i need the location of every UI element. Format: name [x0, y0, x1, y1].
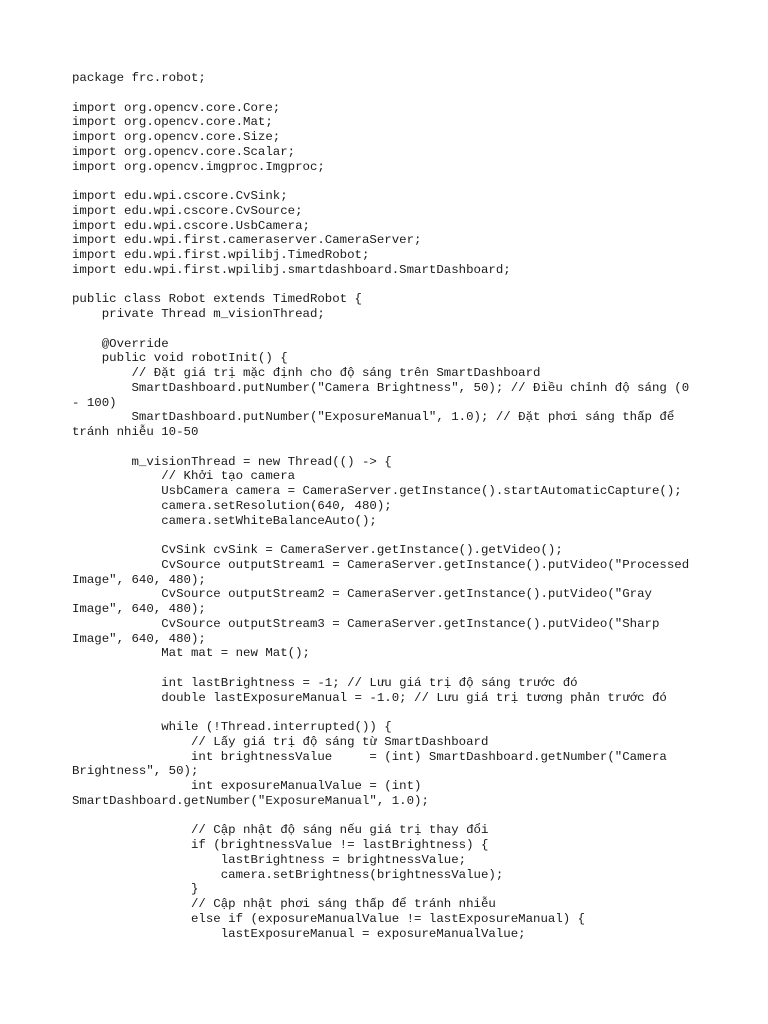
- code-line: UsbCamera camera = CameraServer.getInstance().startAutomaticCapture();: [72, 484, 682, 498]
- code-line: import edu.wpi.first.wpilibj.smartdashboard.SmartDashboard;: [72, 262, 511, 277]
- code-listing: [72, 71, 712, 941]
- code-line: double lastExposureManual = -1.0; // Lưu giá trị tương phản trước đó: [72, 690, 667, 705]
- code-line: import org.opencv.core.Scalar;: [72, 144, 296, 159]
- code-line: [72, 528, 712, 543]
- code-line: [72, 278, 712, 293]
- code-line: camera.setResolution(640, 480);: [72, 498, 392, 513]
- code-line: camera.setWhiteBalanceAuto();: [72, 513, 377, 528]
- code-line: [72, 661, 712, 676]
- code-line: CvSource outputStream2 = CameraServer.getInstance().putVideo("Gray: [72, 587, 652, 602]
- code-line: lastBrightness = brightnessValue;: [72, 852, 467, 867]
- code-line: [72, 809, 712, 824]
- code-line: public class Robot extends TimedRobot {: [72, 292, 362, 307]
- code-line: CvSource outputStream1 = CameraServer.getInstance().putVideo("Processed: [72, 557, 690, 572]
- code-line: m_visionThread = new Thread(() -> {: [72, 454, 392, 469]
- code-line: SmartDashboard.putNumber("Camera Brightness", 50); // Điều chỉnh độ sáng (0: [72, 380, 690, 395]
- code-line: // Khởi tạo camera: [72, 469, 296, 484]
- code-line: public void robotInit() {: [72, 351, 288, 366]
- code-line: import edu.wpi.first.cameraserver.CameraServer;: [72, 233, 422, 248]
- code-line: // Cập nhật phơi sáng thấp để tránh nhiễu: [72, 897, 496, 911]
- code-line: // Cập nhật độ sáng nếu giá trị thay đổi: [72, 823, 489, 838]
- code-line: - 100): [72, 395, 117, 410]
- code-line: private Thread m_visionThread;: [72, 307, 325, 321]
- code-line: else if (exposureManualValue != lastExposureManual) {: [72, 911, 586, 926]
- code-line: [72, 705, 712, 720]
- code-line: @Override: [72, 336, 169, 351]
- code-line: int exposureManualValue = (int): [72, 779, 422, 793]
- code-line: import org.opencv.core.Mat;: [72, 115, 273, 130]
- code-line: import org.opencv.core.Size;: [72, 130, 281, 144]
- code-line: Image", 640, 480);: [72, 631, 206, 646]
- code-line: [72, 86, 712, 101]
- code-line: if (brightnessValue != lastBrightness) {: [72, 838, 489, 852]
- code-line: tránh nhiễu 10-50: [72, 425, 199, 439]
- code-line: Mat mat = new Mat();: [72, 646, 310, 661]
- code-line: Brightness", 50);: [72, 764, 199, 779]
- code-line: int lastBrightness = -1; // Lưu giá trị độ sáng trước đó: [72, 675, 578, 690]
- code-line: int brightnessValue = (int) SmartDashboard.getNumber("Camera: [72, 749, 667, 764]
- code-line: import org.opencv.imgproc.Imgproc;: [72, 159, 325, 174]
- code-line: CvSource outputStream3 = CameraServer.getInstance().putVideo("Sharp: [72, 616, 660, 631]
- code-line: package frc.robot;: [72, 71, 206, 85]
- code-line: while (!Thread.interrupted()) {: [72, 720, 392, 734]
- code-line: SmartDashboard.putNumber("ExposureManual", 1.0); // Đặt phơi sáng thấp để: [72, 410, 675, 425]
- code-line: import edu.wpi.cscore.CvSource;: [72, 203, 303, 218]
- code-line: import edu.wpi.cscore.UsbCamera;: [72, 218, 310, 233]
- code-line: import org.opencv.core.Core;: [72, 100, 281, 115]
- code-line: [72, 174, 712, 189]
- code-line: // Lấy giá trị độ sáng từ SmartDashboard: [72, 734, 489, 749]
- code-line: [72, 440, 712, 455]
- code-line: camera.setBrightness(brightnessValue);: [72, 867, 504, 882]
- code-line: import edu.wpi.first.wpilibj.TimedRobot;: [72, 248, 370, 262]
- code-line: SmartDashboard.getNumber("ExposureManual", 1.0);: [72, 793, 429, 808]
- code-line: }: [72, 882, 199, 897]
- code-line: import edu.wpi.cscore.CvSink;: [72, 189, 288, 203]
- code-line: // Đặt giá trị mặc định cho độ sáng trên SmartDashboard: [72, 366, 541, 380]
- code-line: Image", 640, 480);: [72, 572, 206, 587]
- code-line: Image", 640, 480);: [72, 602, 206, 616]
- code-line: CvSink cvSink = CameraServer.getInstance().getVideo();: [72, 543, 563, 557]
- code-line: lastExposureManual = exposureManualValue;: [72, 926, 526, 941]
- code-line: [72, 322, 712, 337]
